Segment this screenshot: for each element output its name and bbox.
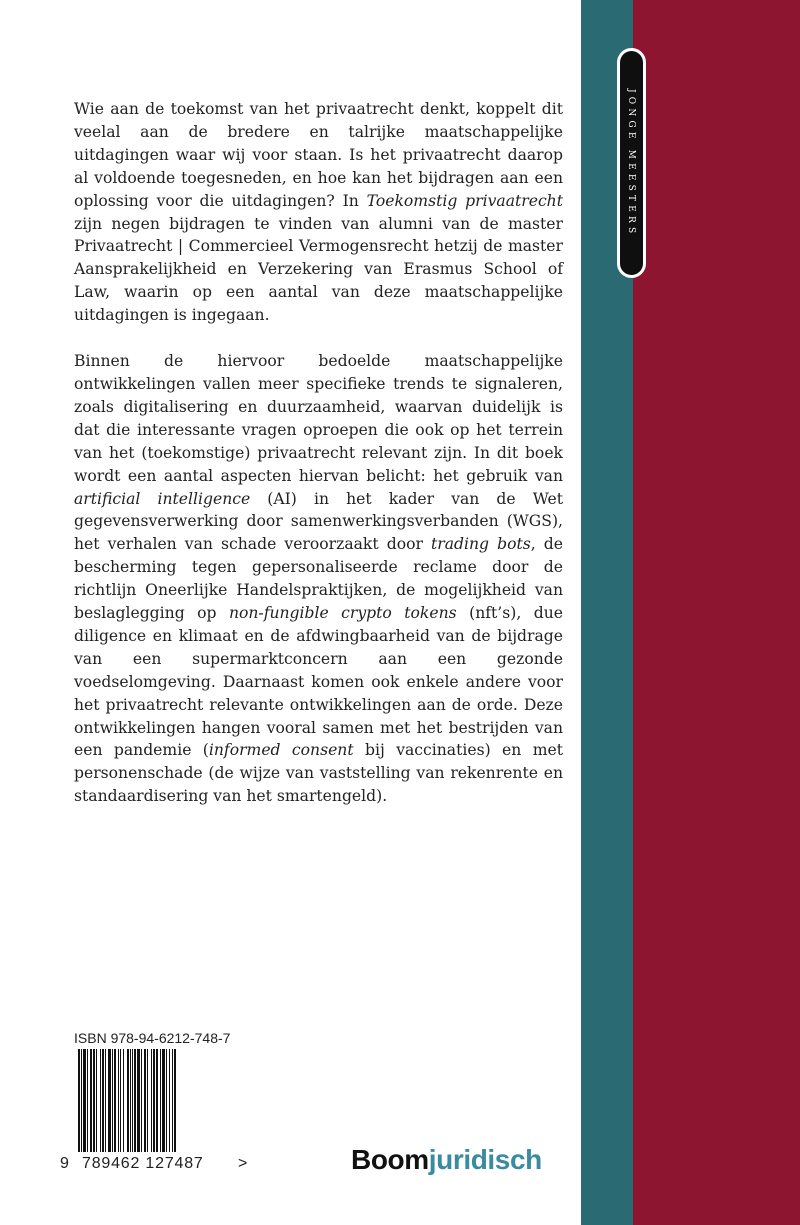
barcode-bar <box>123 1049 124 1152</box>
barcode-bar <box>90 1049 92 1152</box>
blurb-paragraph-2: Binnen de hiervoor bedoelde maatschappelijke ontwikkelingen vallen meer specifieke trends te signaleren, zoals digitalisering en duurzaamheid, waarvan duidelijk is dat die interessante vragen oproepen die ook op het terrein van het (toekomstige) privaatrecht relevant zijn. In dit boek wordt een aantal aspecten hiervan belicht: het gebruik van artificial intelligence (AI) in het kader van de Wet gegevensverwerking door samenwerkingsverbanden (WGS), het verhalen van schade veroorzaakt door trading bots, de bescherming tegen gepersonaliseerde reclame door de richtlijn Oneerlijke Handelspraktijken, de mogelijkheid van beslaglegging op non-fungible crypto tokens (nft’s), due diligence en klimaat en de afdwingbaarheid van de bijdrage van een supermarktconcern aan een gezonde voedselomgeving. Daarnaast komen ook enkele andere voor het privaatrecht relevante ontwikkelingen aan de orde. Deze ontwikkelingen hangen vooral samen met het bestrijden van een pandemie (informed consent bij vaccinaties) en met personenschade (de wijze van vaststelling van rekenrente en standaardisering van het smartengeld). <box>74 352 563 806</box>
blurb-paragraph-1: Wie aan de toekomst van het privaatrecht denkt, koppelt dit veelal aan de bredere en talrijke maatschappelijke uitdagingen waar wij voor staan. Is het privaatrecht daarop al voldoende toegesneden, en hoe kan het bijdragen aan een oplossing voor die uitdagingen? In Toekomstig privaatrecht zijn negen bijdragen te vinden van alumni van de master Privaatrecht | Commercieel Vermogensrecht hetzij de master Aansprakelijkheid en Verzekering van Erasmus School of Law, waarin op een aantal van deze maatschappelijke uitdagingen is ingegaan. <box>74 100 563 325</box>
barcode-bar <box>130 1049 131 1152</box>
barcode-bar <box>105 1049 106 1152</box>
barcode-bar <box>144 1049 146 1152</box>
publisher-logo-boom: Boom <box>351 1144 429 1175</box>
barcode-bar <box>96 1049 97 1152</box>
red-cover-band <box>633 0 800 1225</box>
barcode-bar <box>114 1049 116 1152</box>
barcode-bar <box>147 1049 148 1152</box>
barcode-first-digit: 9 <box>60 1155 69 1172</box>
barcode-bar <box>153 1049 155 1152</box>
barcode-bar <box>120 1049 121 1152</box>
barcode-bar <box>160 1049 161 1152</box>
barcode-bar <box>166 1049 167 1152</box>
barcode-bar <box>87 1049 88 1152</box>
barcode-bar <box>78 1049 80 1152</box>
barcode-bar <box>172 1049 173 1152</box>
barcode-bar <box>141 1049 142 1152</box>
series-label: JONGE MEESTERS <box>626 88 636 238</box>
barcode-bar <box>112 1049 113 1152</box>
barcode-bar <box>100 1049 101 1152</box>
barcode-bar <box>137 1049 140 1152</box>
barcode-bar <box>83 1049 86 1152</box>
barcode-bar <box>156 1049 158 1152</box>
isbn-label: ISBN 978-94-6212-748-7 <box>74 1030 231 1046</box>
barcode-bar <box>151 1049 152 1152</box>
barcode-bar <box>127 1049 129 1152</box>
barcode-bar <box>118 1049 119 1152</box>
barcode-bar <box>108 1049 111 1152</box>
barcode-quiet-zone-mark: > <box>238 1155 248 1172</box>
barcode-bar <box>132 1049 133 1152</box>
series-label-wrap <box>618 50 644 276</box>
barcode-bar <box>93 1049 95 1152</box>
publisher-logo <box>351 1143 542 1177</box>
barcode-bar <box>134 1049 136 1152</box>
barcode-bar <box>174 1049 176 1152</box>
isbn-barcode <box>78 1049 236 1152</box>
blurb <box>74 98 563 808</box>
barcode-bar <box>169 1049 170 1152</box>
barcode-bar <box>81 1049 82 1152</box>
barcode-bar <box>102 1049 104 1152</box>
barcode-bar <box>162 1049 165 1152</box>
barcode-digits: 789462 127487 <box>82 1155 204 1172</box>
publisher-logo-juridisch: juridisch <box>428 1144 542 1175</box>
